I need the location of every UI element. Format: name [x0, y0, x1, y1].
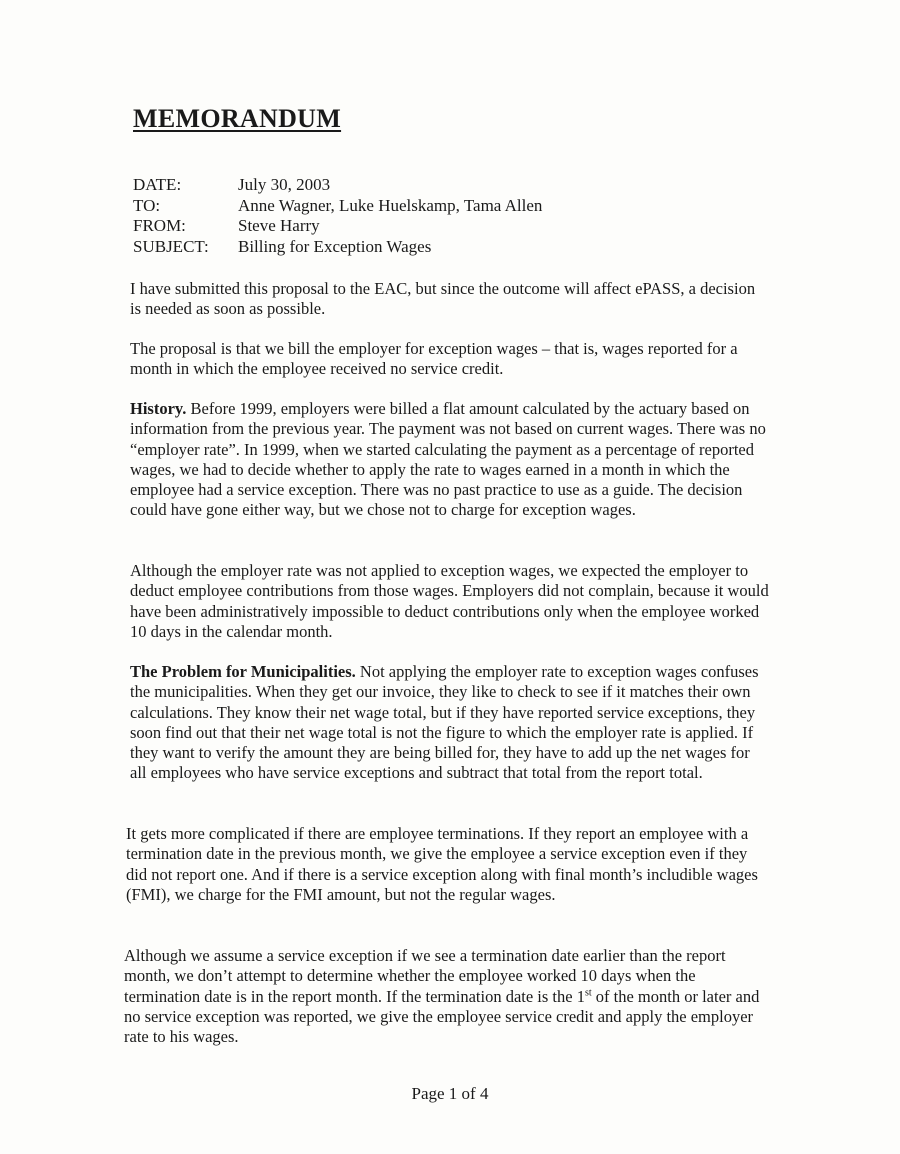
- header-label: TO:: [133, 195, 161, 215]
- header-row-from: [133, 216, 542, 237]
- memo-header: [133, 175, 542, 257]
- header-value: Billing for Exception Wages: [238, 236, 432, 256]
- header-label: SUBJECT:: [133, 236, 209, 256]
- memo-title: MEMORANDUM: [133, 104, 342, 133]
- section-heading-municipalities: The Problem for Municipalities.: [130, 662, 356, 681]
- paragraph-history-text: Before 1999, employers were billed a flat amount calculated by the actuary based on information from the previous year. The payment was not based on current wages. There was no “employer rate”. In 1999, when we started calculating the payment as a percentage of reported wages, we had to decide whether to apply the rate to wages earned in a month in which the employee had a service exception. There was no past practice to use as a guide. The decision could have gone either way, but we chose not to charge for exception wages.: [130, 399, 766, 520]
- paragraph-municipalities-text: Not applying the employer rate to exception wages confuses the municipalities. When they get our invoice, they like to check to see if it matches their own calculations. They know their net wage total, but if they have reported service exceptions, they soon find out that their net wage total is not the figure to which the employer rate is applied. If they want to verify the amount they are being billed for, they have to add up the net wages for all employees who have service exceptions and subtract that total from the report total.: [130, 662, 759, 783]
- header-value: Anne Wagner, Luke Huelskamp, Tama Allen: [238, 195, 543, 215]
- page-number: Page 1 of 4: [411, 1084, 489, 1103]
- header-row-date: [133, 175, 542, 196]
- header-row-subject: [133, 237, 542, 258]
- header-value: July 30, 2003: [238, 175, 331, 194]
- paragraph-history: [130, 399, 770, 521]
- header-label: FROM:: [133, 216, 186, 235]
- paragraph-intro: I have submitted this proposal to the EAC, but since the outcome will affect ePASS, a decision is needed as soon as possible.: [130, 279, 756, 319]
- paragraph-terminations: It gets more complicated if there are employee terminations. If they report an employee with a termination date in the previous month, we give the employee a service exception even if they did not report one. And if there is a service exception along with final month’s includible wages (FMI), we charge for the FMI amount, but not the regular wages.: [126, 824, 758, 904]
- paragraph-municipalities: [130, 662, 770, 784]
- paragraph-termination-date-text-2: of the month or later and no service exception was reported, we give the employee service credit and apply the employer rate to his wages.: [124, 986, 760, 1047]
- paragraph-proposal: The proposal is that we bill the employer for exception wages – that is, wages reported for a month in which the employee received no service credit.: [130, 339, 738, 379]
- paragraph-termination-date-text-1: Although we assume a service exception if we see a termination date earlier than the report month, we don’t attempt to determine whether the employee worked 10 days when the termination date is in the report month. If the termination date is the 1: [124, 946, 726, 1006]
- section-heading-history: History.: [130, 399, 187, 418]
- paragraph-contributions: Although the employer rate was not applied to exception wages, we expected the employer to deduct employee contributions from those wages. Employers did not complain, because it would have been administratively impossible to deduct contributions only when the employee worked 10 days in the calendar month.: [130, 561, 769, 641]
- header-value: Steve Harry: [238, 216, 320, 235]
- header-row-to: [133, 196, 542, 217]
- ordinal-suffix: st: [584, 987, 592, 999]
- paragraph-termination-date: [124, 946, 772, 1047]
- header-label: DATE:: [133, 175, 182, 194]
